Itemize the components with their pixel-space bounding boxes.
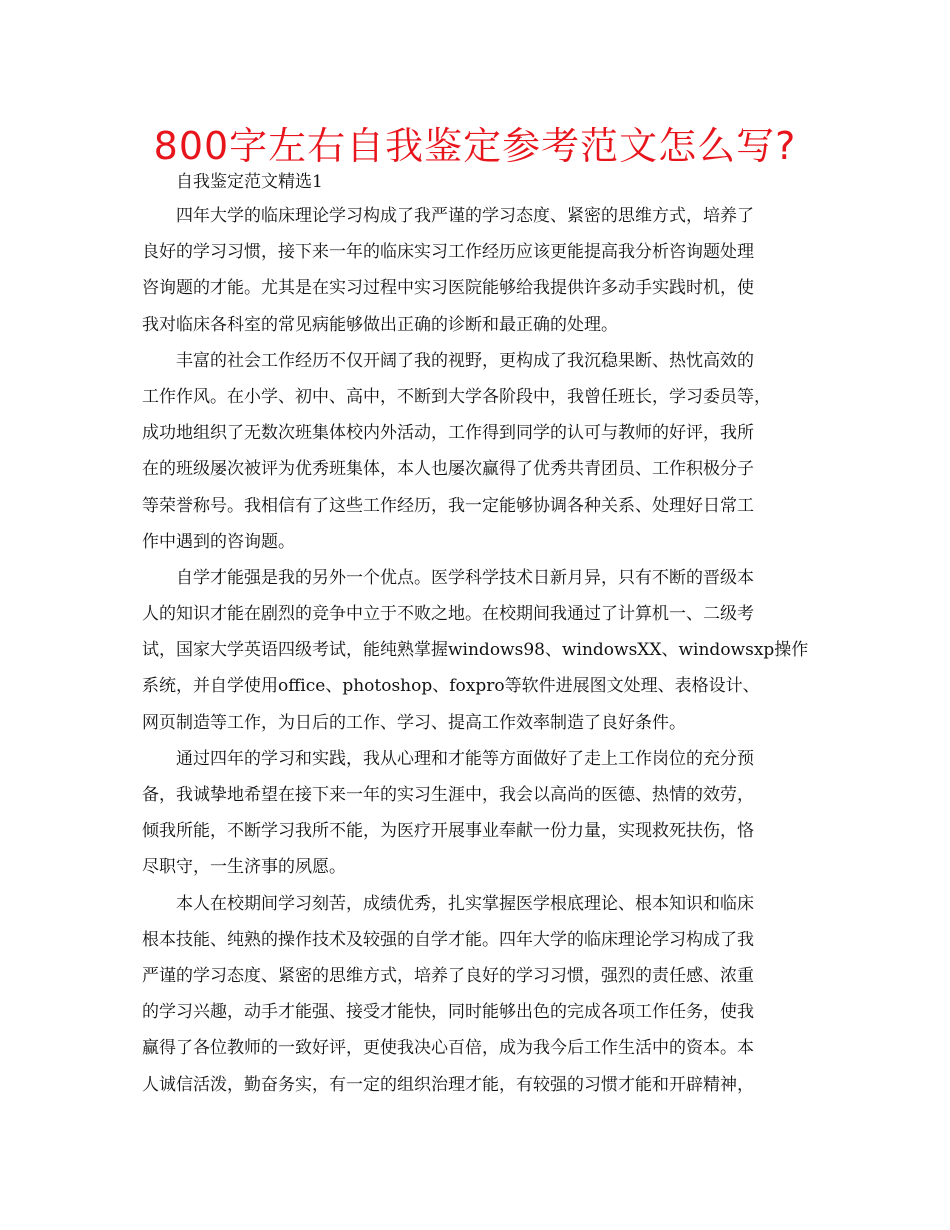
paragraph-line: 严谨的学习态度、紧密的思维方式，培养了良好的学习习惯，强烈的责任感、浓重 (142, 965, 754, 986)
paragraph-line: 尽职守，一生济事的夙愿。 (142, 857, 346, 878)
paragraph-line: 良好的学习习惯，接下来一年的临床实习工作经历应该更能提高我分析咨询题处理 (142, 242, 754, 263)
paragraph-line: 我对临床各科室的常见病能够做出正确的诊断和最正确的处理。 (142, 314, 618, 335)
paragraph-4 (142, 741, 818, 886)
paragraph-line: 的学习兴趣，动手才能强、接受才能快，同时能够出色的完成各项工作任务，使我 (142, 1002, 754, 1023)
paragraph-line: 人诚信活泼，勤奋务实，有一定的组织治理才能，有较强的习惯才能和开辟精神， (142, 1074, 754, 1095)
paragraph-line: 本人在校期间学习刻苦，成绩优秀，扎实掌握医学根底理论、根本知识和临床 (176, 893, 754, 914)
paragraph-line: 成功地组织了无数次班集体校内外活动，工作得到同学的认可与教师的好评，我所 (142, 423, 754, 444)
document-title: 800字左右自我鉴定参考范文怎么写? (153, 124, 797, 168)
paragraph-line: 试，国家大学英语四级考试，能纯熟掌握windows98、windowsXX、windowsxp操作 (142, 640, 809, 661)
paragraph-line: 网页制造等工作，为日后的工作、学习、提高工作效率制造了良好条件。 (142, 712, 686, 733)
paragraph-line: 根本技能、纯熟的操作技术及较强的自学才能。四年大学的临床理论学习构成了我 (142, 929, 754, 950)
paragraph-line: 倾我所能，不断学习我所不能，为医疗开展事业奉献一份力量，实现救死扶伤，恪 (142, 821, 754, 842)
paragraph-line: 工作作风。在小学、初中、高中，不断到大学各阶段中，我曾任班长，学习委员等， (142, 386, 771, 407)
paragraph-1 (142, 198, 818, 343)
paragraph-line: 备，我诚挚地希望在接下来一年的实习生涯中，我会以高尚的医德、热情的效劳， (142, 785, 754, 805)
paragraph-line: 系统，并自学使用office、photoshop、foxpro等软件进展图文处理、表格设计、 (142, 676, 760, 697)
paragraph-line: 通过四年的学习和实践，我从心理和才能等方面做好了走上工作岗位的充分预 (176, 748, 754, 769)
document-body (142, 166, 818, 1103)
paragraph-line: 咨询题的才能。尤其是在实习过程中实习医院能够给我提供许多动手实践时机，使 (142, 278, 754, 299)
paragraph-5 (142, 886, 818, 1103)
paragraph-3 (142, 560, 818, 741)
paragraph-line: 在的班级屡次被评为优秀班集体，本人也屡次赢得了优秀共青团员、工作积极分子 (142, 459, 754, 480)
document-subtitle: 自我鉴定范文精选1 (176, 172, 323, 192)
paragraph-line: 人的知识才能在剧烈的竞争中立于不败之地。在校期间我通过了计算机一、二级考 (142, 604, 754, 625)
paragraph-line: 自学才能强是我的另外一个优点。医学科学技术日新月异，只有不断的晋级本 (176, 567, 754, 588)
paragraph-line: 等荣誉称号。我相信有了这些工作经历，我一定能够协调各种关系、处理好日常工 (142, 495, 754, 516)
paragraph-line: 四年大学的临床理论学习构成了我严谨的学习态度、紧密的思维方式，培养了 (176, 206, 754, 226)
paragraph-line: 作中遇到的咨询题。 (142, 531, 295, 552)
paragraph-2 (142, 343, 818, 560)
paragraph-line: 丰富的社会工作经历不仅开阔了我的视野，更构成了我沉稳果断、热忱高效的 (176, 350, 754, 371)
paragraph-line: 赢得了各位教师的一致好评，更使我决心百倍，成为我今后工作生活中的资本。本 (142, 1038, 754, 1059)
